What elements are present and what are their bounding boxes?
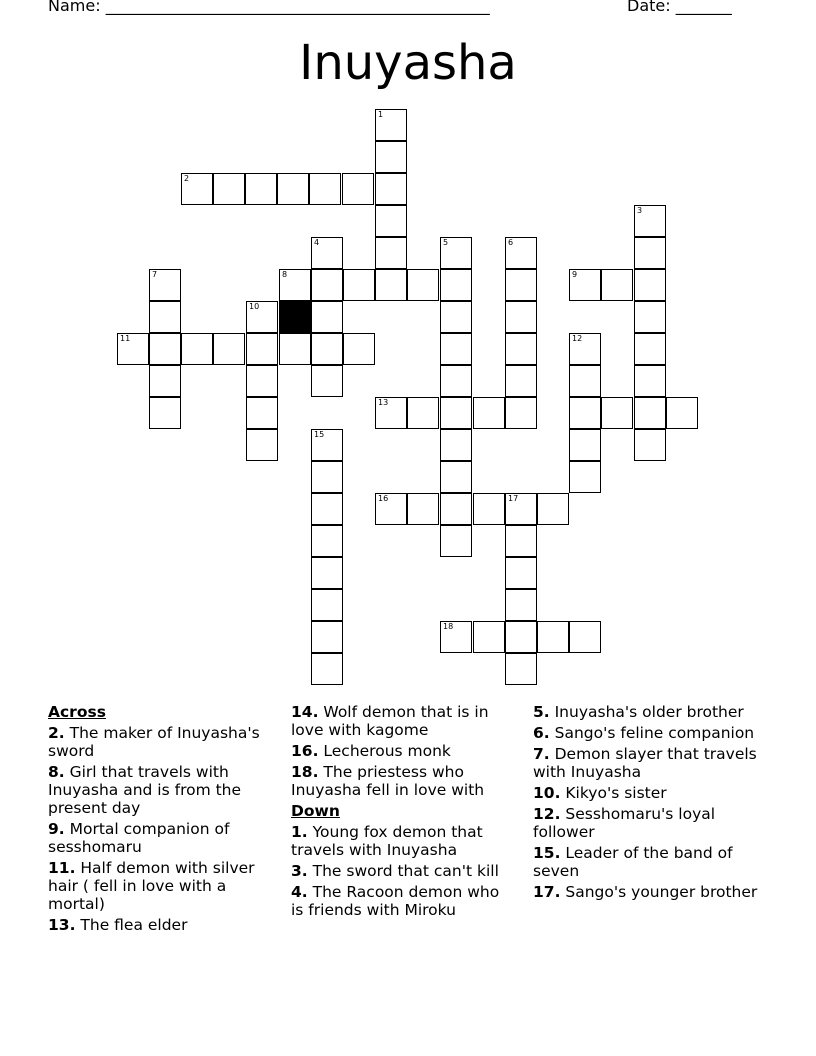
clue-text: The flea elder [75, 916, 188, 934]
crossword-cell[interactable] [440, 461, 472, 493]
crossword-cell[interactable] [473, 397, 505, 429]
clue-item [533, 805, 758, 841]
clue-item [291, 862, 516, 880]
clue-number-label: 15. [533, 844, 561, 862]
clue-number-label: 5. [533, 703, 550, 721]
crossword-cell[interactable] [149, 397, 181, 429]
crossword-cell[interactable] [309, 173, 341, 205]
crossword-cell[interactable] [149, 333, 181, 365]
down-heading: Down [291, 802, 340, 820]
clue-number: 12 [572, 334, 583, 343]
crossword-cell[interactable] [505, 653, 537, 685]
crossword-cell[interactable] [311, 365, 343, 397]
clue-number-label: 6. [533, 724, 550, 742]
clue-item [533, 844, 758, 880]
clues-column-2 [291, 703, 516, 922]
crossword-cell[interactable] [311, 589, 343, 621]
clue-number: 5 [443, 238, 449, 247]
clue-number-label: 16. [291, 742, 319, 760]
clues-column-3 [533, 703, 758, 904]
crossword-cell[interactable] [440, 621, 472, 653]
crossword-cell[interactable] [245, 173, 277, 205]
clue-number: 18 [443, 622, 454, 631]
crossword-cell[interactable] [505, 589, 537, 621]
crossword-cell[interactable] [213, 173, 245, 205]
crossword-cell[interactable] [440, 301, 472, 333]
crossword-cell[interactable] [311, 301, 343, 333]
crossword-cell[interactable] [440, 429, 472, 461]
clue-number: 11 [120, 334, 131, 343]
clue-text: Girl that travels with Inuyasha and is from the present day [48, 763, 242, 817]
crossword-cell[interactable] [375, 269, 407, 301]
clue-number-label: 17. [533, 883, 561, 901]
crossword-cell[interactable] [569, 397, 601, 429]
clue-text: Demon slayer that travels with Inuyasha [533, 745, 757, 781]
crossword-cell[interactable] [505, 365, 537, 397]
crossword-cell[interactable] [569, 621, 601, 653]
clue-text: Young fox demon that travels with Inuyasha [291, 823, 483, 859]
crossword-cell[interactable] [634, 365, 666, 397]
crossword-cell[interactable] [311, 429, 343, 461]
crossword-cell[interactable] [569, 365, 601, 397]
clue-number-label: 2. [48, 724, 65, 742]
crossword-cell[interactable] [505, 621, 537, 653]
clue-number: 4 [314, 238, 320, 247]
page-title: Inuyasha [299, 35, 517, 91]
name-label: Name: [48, 0, 101, 15]
crossword-cell[interactable] [634, 237, 666, 269]
clue-item [291, 883, 516, 919]
clue-number-label: 3. [291, 862, 308, 880]
crossword-cell[interactable] [537, 621, 569, 653]
crossword-cell[interactable] [311, 333, 343, 365]
crossword-cell[interactable] [601, 397, 633, 429]
clue-text: Sango's feline companion [549, 724, 755, 742]
clue-number: 15 [314, 430, 325, 439]
crossword-cell[interactable] [277, 173, 309, 205]
clue-number-label: 9. [48, 820, 65, 838]
crossword-cell[interactable] [311, 269, 343, 301]
clue-number: 16 [378, 494, 389, 503]
clue-item [48, 820, 273, 856]
crossword-cell[interactable] [375, 173, 407, 205]
crossword-cell[interactable] [343, 269, 375, 301]
crossword-cell[interactable] [440, 365, 472, 397]
crossword-cell[interactable] [117, 333, 149, 365]
clue-text: The Racoon demon who is friends with Miroku [291, 883, 500, 919]
crossword-cell[interactable] [505, 493, 537, 525]
clue-text: Sango's younger brother [560, 883, 758, 901]
crossword-cell[interactable] [666, 397, 698, 429]
clue-number-label: 1. [291, 823, 308, 841]
crossword-cell[interactable] [375, 493, 407, 525]
crossword-cell[interactable] [279, 333, 311, 365]
clue-item [533, 745, 758, 781]
crossword-cell[interactable] [375, 141, 407, 173]
crossword-cell[interactable] [311, 525, 343, 557]
crossword-cell[interactable] [246, 301, 278, 333]
clue-text: Half demon with silver hair ( fell in love with a mortal) [48, 859, 255, 913]
crossword-cell[interactable] [343, 333, 375, 365]
clue-item [533, 784, 758, 802]
clue-number: 17 [508, 494, 519, 503]
crossword-cell[interactable] [601, 269, 633, 301]
clue-text: Leader of the band of seven [533, 844, 733, 880]
crossword-cell[interactable] [246, 397, 278, 429]
crossword-cell[interactable] [473, 493, 505, 525]
crossword-cell[interactable] [279, 269, 311, 301]
crossword-cell[interactable] [375, 109, 407, 141]
date-label: Date: [627, 0, 671, 15]
crossword-cell[interactable] [311, 493, 343, 525]
crossword-cell[interactable] [505, 269, 537, 301]
clue-item [48, 916, 273, 934]
crossword-cell[interactable] [634, 269, 666, 301]
crossword-cell[interactable] [537, 493, 569, 525]
crossword-cell[interactable] [440, 397, 472, 429]
crossword-cell[interactable] [440, 237, 472, 269]
crossword-cell[interactable] [311, 621, 343, 653]
clue-item [291, 823, 516, 859]
clue-item [533, 883, 758, 901]
clue-number-label: 8. [48, 763, 65, 781]
clue-item [48, 859, 273, 913]
crossword-cell[interactable] [407, 397, 439, 429]
clue-text: Wolf demon that is in love with kagome [291, 703, 489, 739]
crossword-cell[interactable] [246, 365, 278, 397]
crossword-cell[interactable] [634, 397, 666, 429]
crossword-cell[interactable] [569, 333, 601, 365]
clue-text: Inuyasha's older brother [549, 703, 744, 721]
clue-number: 9 [572, 270, 578, 279]
crossword-cell[interactable] [246, 333, 278, 365]
crossword-cell[interactable] [149, 269, 181, 301]
clue-number-label: 14. [291, 703, 319, 721]
clue-item [48, 763, 273, 817]
clue-number: 8 [282, 270, 288, 279]
crossword-cell[interactable] [149, 365, 181, 397]
crossword-cell[interactable] [569, 461, 601, 493]
crossword-cell[interactable] [440, 333, 472, 365]
crossword-cell[interactable] [181, 333, 213, 365]
clue-number-label: 4. [291, 883, 308, 901]
clues-column-1 [48, 703, 273, 937]
clue-item [533, 724, 758, 742]
crossword-cell[interactable] [440, 493, 472, 525]
crossword-cell[interactable] [473, 621, 505, 653]
crossword-cell[interactable] [407, 493, 439, 525]
clue-number-label: 18. [291, 763, 319, 781]
clue-number-label: 12. [533, 805, 561, 823]
clue-item [533, 703, 758, 721]
crossword-cell[interactable] [246, 429, 278, 461]
crossword-cell[interactable] [181, 173, 213, 205]
clue-number: 13 [378, 398, 389, 407]
crossword-cell[interactable] [375, 205, 407, 237]
crossword-cell[interactable] [569, 269, 601, 301]
crossword-cell[interactable] [213, 333, 245, 365]
crossword-cell[interactable] [634, 429, 666, 461]
clue-text: Lecherous monk [318, 742, 451, 760]
crossword-cell[interactable] [634, 333, 666, 365]
clue-item [48, 724, 273, 760]
crossword-cell[interactable] [311, 557, 343, 589]
clue-item [291, 703, 516, 739]
crossword-cell[interactable] [311, 237, 343, 269]
clue-number-label: 11. [48, 859, 76, 877]
clue-number-label: 10. [533, 784, 561, 802]
crossword-cell[interactable] [505, 397, 537, 429]
crossword-cell[interactable] [505, 333, 537, 365]
clue-number: 6 [508, 238, 514, 247]
crossword-cell[interactable] [375, 397, 407, 429]
clue-number: 7 [152, 270, 158, 279]
date-line[interactable]: _______ [675, 0, 732, 15]
crossword-cell[interactable] [634, 205, 666, 237]
crossword-cell[interactable] [505, 525, 537, 557]
crossword-cell[interactable] [569, 429, 601, 461]
crossword-cell[interactable] [440, 525, 472, 557]
crossword-cell[interactable] [440, 269, 472, 301]
clue-text: The sword that can't kill [307, 862, 499, 880]
crossword-cell[interactable] [375, 237, 407, 269]
clue-number: 3 [637, 206, 643, 215]
black-cell [279, 301, 311, 333]
crossword-cell[interactable] [505, 557, 537, 589]
crossword-cell[interactable] [311, 461, 343, 493]
crossword-cell[interactable] [634, 301, 666, 333]
crossword-cell[interactable] [505, 301, 537, 333]
clue-item [291, 742, 516, 760]
clue-text: The priestess who Inuyasha fell in love with [291, 763, 485, 799]
crossword-cell[interactable] [149, 301, 181, 333]
clue-number: 10 [249, 302, 260, 311]
clue-text: Kikyo's sister [560, 784, 667, 802]
clue-number-label: 13. [48, 916, 76, 934]
clue-number: 2 [184, 174, 190, 183]
name-line[interactable]: ________________________________________________ [105, 0, 490, 15]
crossword-cell[interactable] [311, 653, 343, 685]
clue-number: 1 [378, 110, 384, 119]
clue-text: Mortal companion of sesshomaru [48, 820, 230, 856]
across-heading: Across [48, 703, 106, 721]
clue-item [291, 763, 516, 799]
clue-text: The maker of Inuyasha's sword [48, 724, 260, 760]
clue-number-label: 7. [533, 745, 550, 763]
crossword-cell[interactable] [407, 269, 439, 301]
crossword-cell[interactable] [342, 173, 374, 205]
crossword-cell[interactable] [505, 237, 537, 269]
clue-text: Sesshomaru's loyal follower [533, 805, 716, 841]
